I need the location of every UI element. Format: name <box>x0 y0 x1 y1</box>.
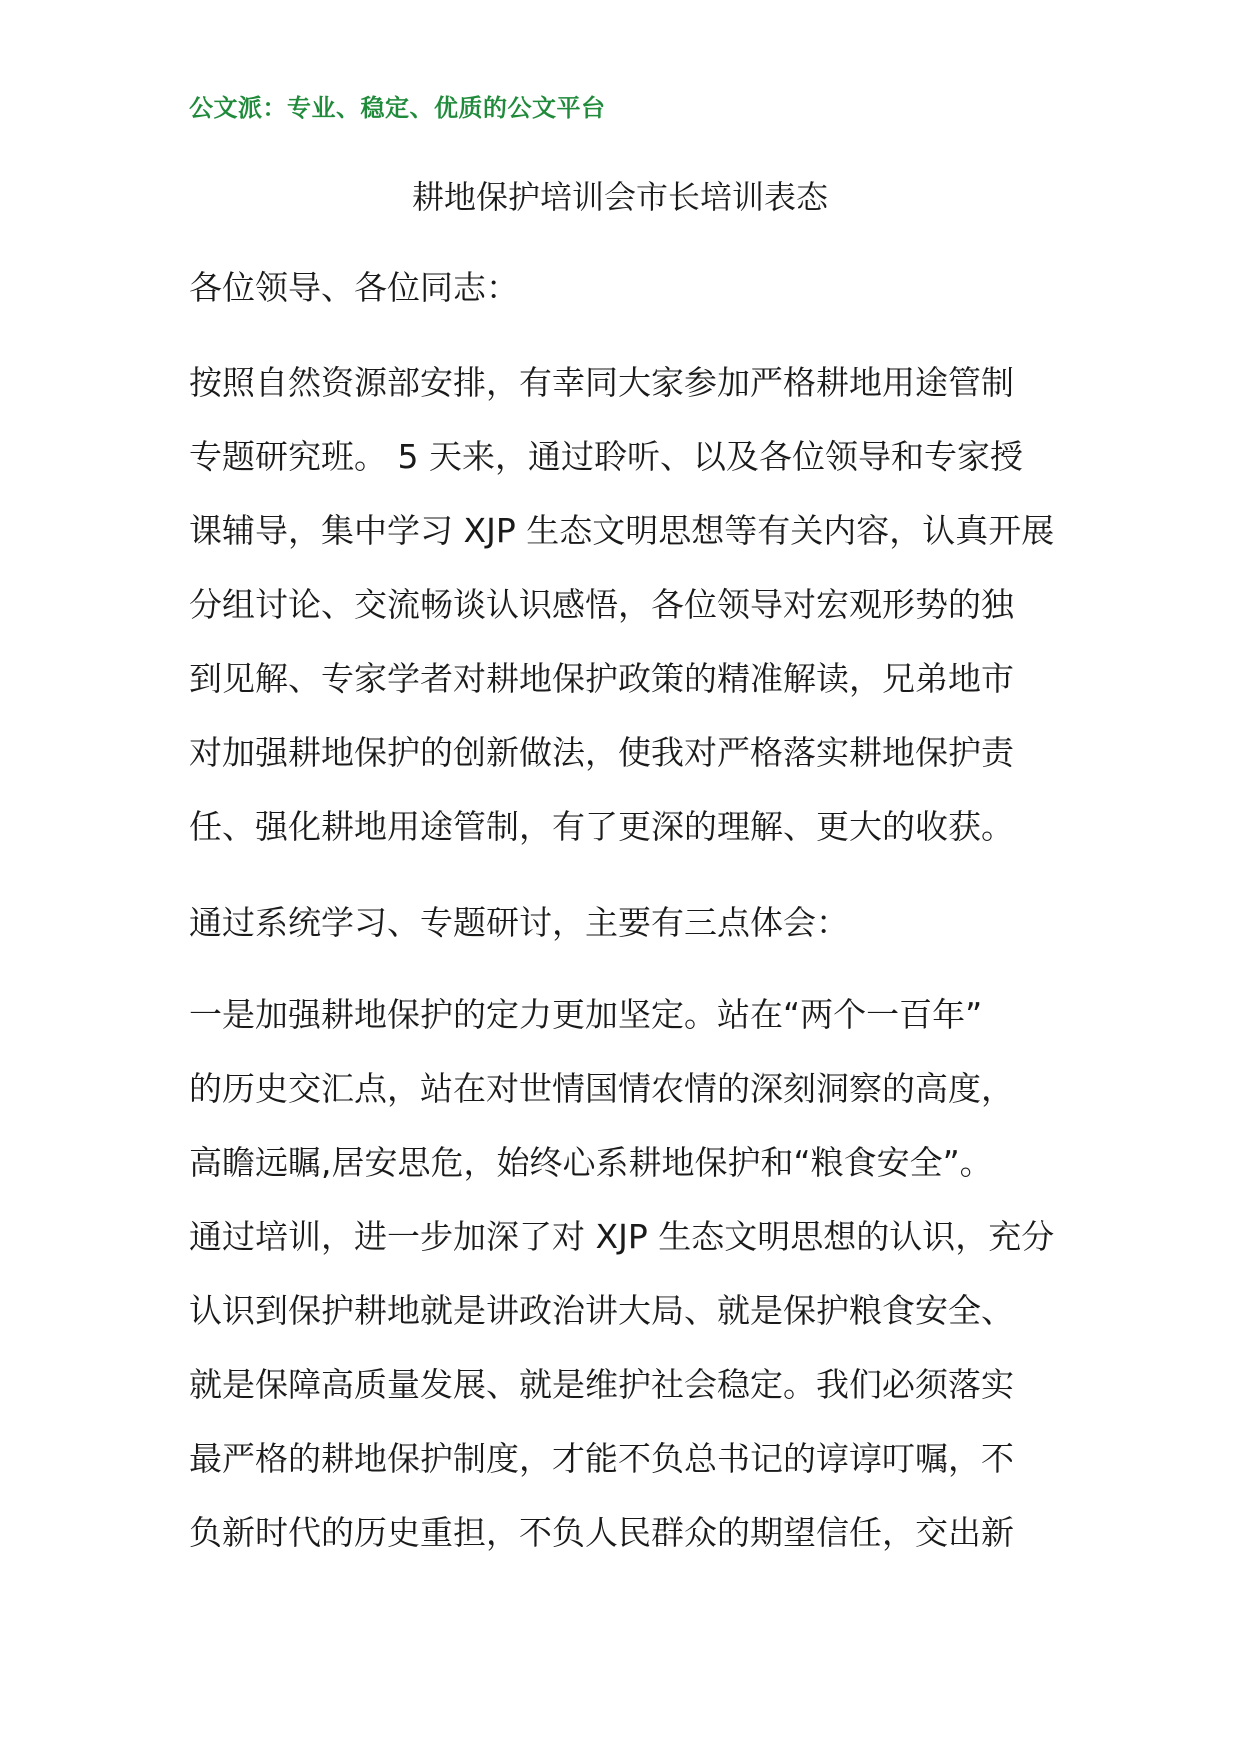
paragraph-line: 通过培训，进一步加深了对 XJP 生态文明思想的认识，充分 <box>189 1217 1055 1256</box>
paragraph-line: 分组讨论、交流畅谈认识感悟，各位领导对宏观形势的独 <box>189 585 1014 624</box>
paragraph-line: 最严格的耕地保护制度，才能不负总书记的谆谆叮嘱，不 <box>189 1439 1014 1478</box>
paragraph-line: 高瞻远瞩,居安思危，始终心系耕地保护和“粮食安全”。 <box>189 1143 993 1182</box>
document-title: 耕地保护培训会市长培训表态 <box>411 178 828 216</box>
greeting <box>189 251 1059 325</box>
paragraph-line: 对加强耕地保护的创新做法，使我对严格落实耕地保护责 <box>189 733 1014 772</box>
paragraph-line: 的历史交汇点，站在对世情国情农情的深刻洞察的高度， <box>189 1069 1014 1108</box>
header-banner: 公文派：专业、稳定、优质的公文平台 <box>189 94 606 122</box>
greeting-line: 各位领导、各位同志： <box>189 268 519 307</box>
paragraph-1 <box>189 346 1059 864</box>
paragraph-line: 课辅导，集中学习 XJP 生态文明思想等有关内容，认真开展 <box>189 511 1055 550</box>
paragraph-line: 认识到保护耕地就是讲政治讲大局、就是保护粮食安全、 <box>189 1291 1014 1330</box>
paragraph-3 <box>189 978 1059 1570</box>
paragraph-line: 专题研究班。 5 天来，通过聆听、以及各位领导和专家授 <box>189 437 1023 476</box>
paragraph-line: 就是保障高质量发展、就是维护社会稳定。我们必须落实 <box>189 1365 1014 1404</box>
paragraph-2 <box>189 886 1059 960</box>
paragraph-line: 一是加强耕地保护的定力更加坚定。站在“两个一百年” <box>189 995 983 1034</box>
paragraph-line: 任、强化耕地用途管制，有了更深的理解、更大的收获。 <box>189 807 1014 846</box>
paragraph-line: 通过系统学习、专题研讨，主要有三点体会： <box>189 903 849 942</box>
paragraph-line: 到见解、专家学者对耕地保护政策的精准解读，兄弟地市 <box>189 659 1014 698</box>
paragraph-line: 负新时代的历史重担，不负人民群众的期望信任，交出新 <box>189 1513 1014 1552</box>
paragraph-line: 按照自然资源部安排，有幸同大家参加严格耕地用途管制 <box>189 363 1014 402</box>
